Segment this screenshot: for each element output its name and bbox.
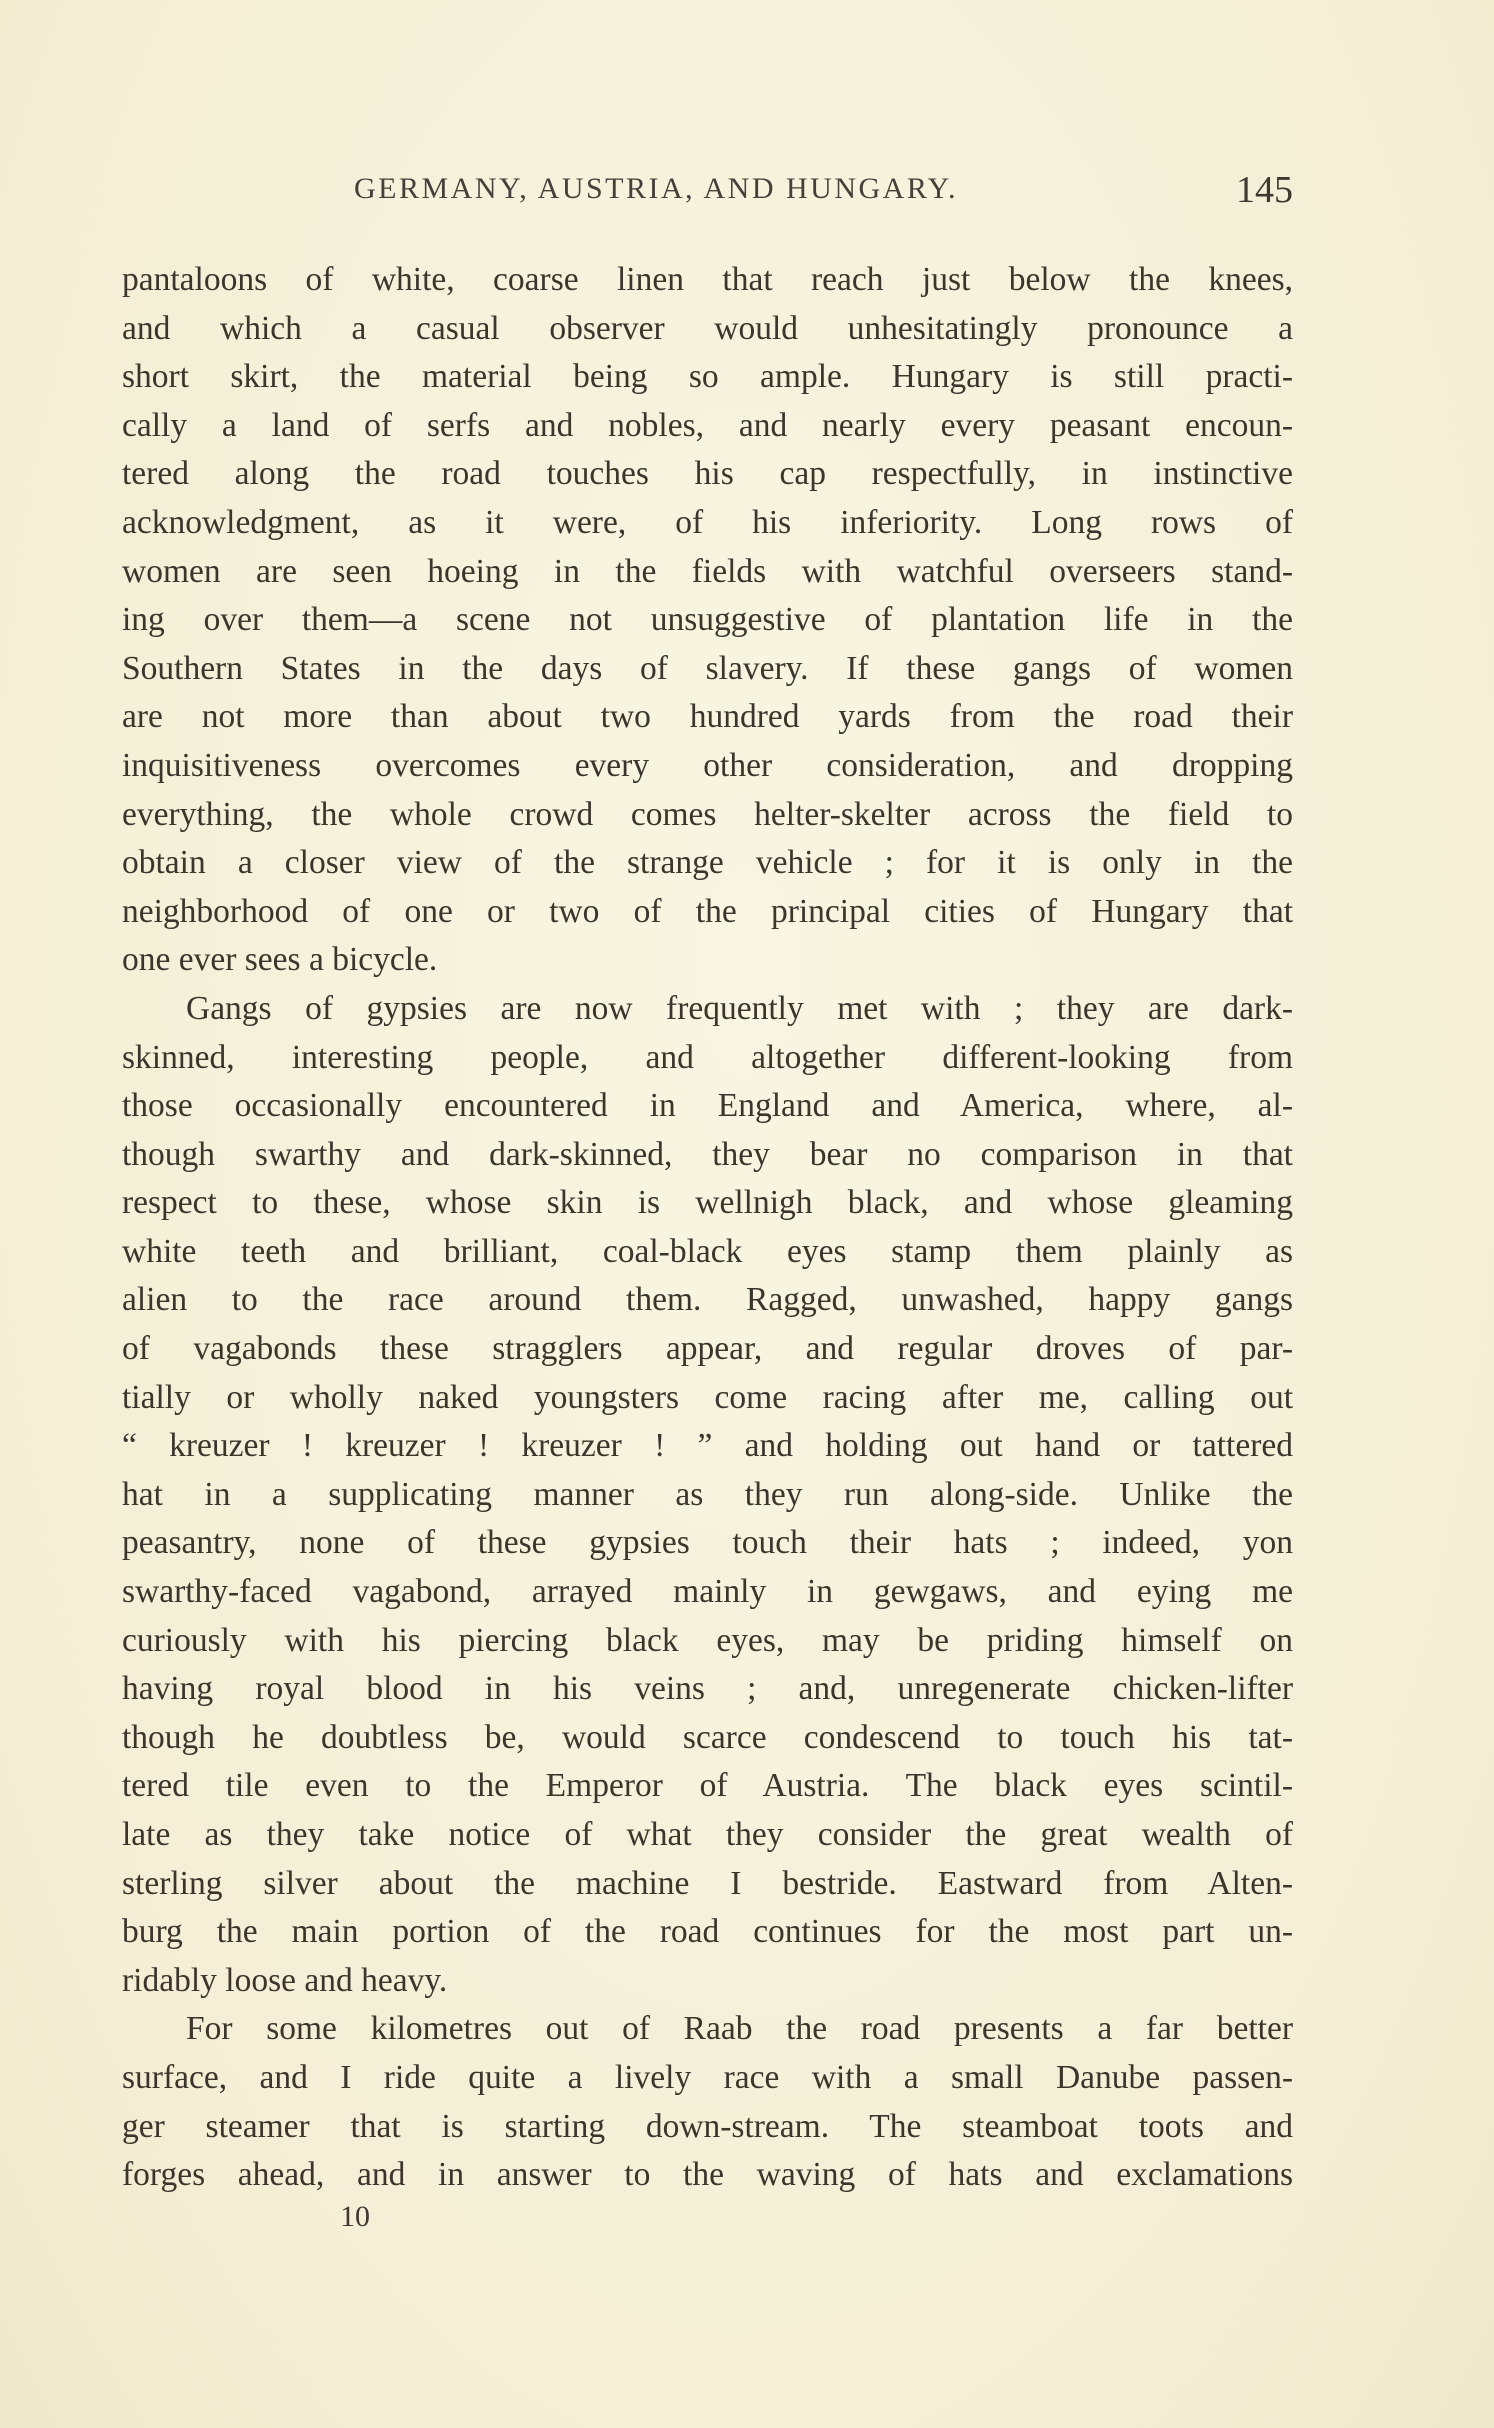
text-line: ger steamer that is starting down-stream. The steamboat toots and	[122, 2107, 1293, 2145]
text-line: tered along the road touches his cap respectfully, in instinctive	[122, 455, 1293, 493]
text-line: inquisitiveness overcomes every other consideration, and dropping	[122, 746, 1293, 784]
text-line: sterling silver about the machine I bestride. Eastward from Alten-	[122, 1864, 1293, 1902]
text-line: are not more than about two hundred yards from the road their	[122, 698, 1293, 736]
running-head	[122, 169, 1293, 216]
text-line: peasantry, none of these gypsies touch their hats ; indeed, yon	[122, 1524, 1293, 1562]
text-line: surface, and I ride quite a lively race with a small Danube passen-	[122, 2058, 1293, 2096]
text-line: burg the main portion of the road continues for the most part un-	[122, 1913, 1293, 1951]
text-line: skinned, interesting people, and altogether different-looking from	[122, 1038, 1293, 1076]
text-line: late as they take notice of what they consider the great wealth of	[122, 1816, 1293, 1853]
text-line: women are seen hoeing in the fields with watchful overseers stand-	[122, 552, 1293, 590]
text-line: everything, the whole crowd comes helter-skelter across the field to	[122, 795, 1293, 833]
text-line: pantaloons of white, coarse linen that reach just below the knees,	[122, 261, 1293, 298]
page-number: 145	[1236, 169, 1293, 211]
text-line: “ kreuzer ! kreuzer ! kreuzer ! ” and holding out hand or tattered	[122, 1427, 1293, 1465]
text-line: white teeth and brilliant, coal-black eyes stamp them plainly as	[122, 1232, 1293, 1270]
signature-mark: 10	[340, 2200, 370, 2233]
text-line: ridably loose and heavy.	[122, 1961, 448, 1999]
text-line: Gangs of gypsies are now frequently met with ; they are dark-	[186, 989, 1293, 1027]
text-line: swarthy-faced vagabond, arrayed mainly in gewgaws, and eying me	[122, 1573, 1293, 1611]
text-line: neighborhood of one or two of the principal cities of Hungary that	[122, 892, 1293, 930]
text-line: tered tile even to the Emperor of Austria. The black eyes scintil-	[122, 1767, 1293, 1805]
text-line: one ever sees a bicycle.	[122, 941, 438, 979]
text-line: short skirt, the material being so ample. Hungary is still practi-	[122, 358, 1293, 396]
text-line: ing over them—a scene not unsuggestive of plantation life in the	[122, 601, 1293, 639]
text-line: alien to the race around them. Ragged, unwashed, happy gangs	[122, 1281, 1293, 1319]
body-text	[122, 256, 1293, 2200]
text-line: though he doubtless be, would scarce condescend to touch his tat-	[122, 1718, 1293, 1756]
text-line: cally a land of serfs and nobles, and nearly every peasant encoun-	[122, 406, 1293, 444]
text-line: For some kilometres out of Raab the road presents a far better	[186, 2010, 1293, 2048]
text-line: hat in a supplicating manner as they run along-side. Unlike the	[122, 1475, 1293, 1513]
text-line: of vagabonds these stragglers appear, and regular droves of par-	[122, 1330, 1293, 1368]
text-line: curiously with his piercing black eyes, may be priding himself on	[122, 1621, 1293, 1659]
text-line: having royal blood in his veins ; and, unregenerate chicken-lifter	[122, 1670, 1293, 1708]
text-line: those occasionally encountered in England and America, where, al-	[122, 1087, 1293, 1125]
text-line: Southern States in the days of slavery. If these gangs of women	[122, 649, 1293, 687]
text-line: though swarthy and dark-skinned, they bear no comparison in that	[122, 1135, 1293, 1173]
text-line: respect to these, whose skin is wellnigh black, and whose gleaming	[122, 1184, 1293, 1222]
text-line: and which a casual observer would unhesitatingly pronounce a	[122, 309, 1293, 347]
text-line: acknowledgment, as it were, of his inferiority. Long rows of	[122, 503, 1293, 541]
text-line: obtain a closer view of the strange vehicle ; for it is only in the	[122, 844, 1293, 882]
text-line: tially or wholly naked youngsters come racing after me, calling out	[122, 1378, 1293, 1416]
text-line: forges ahead, and in answer to the waving of hats and exclamations	[122, 2156, 1293, 2194]
running-title: GERMANY, AUSTRIA, AND HUNGARY.	[354, 172, 958, 205]
